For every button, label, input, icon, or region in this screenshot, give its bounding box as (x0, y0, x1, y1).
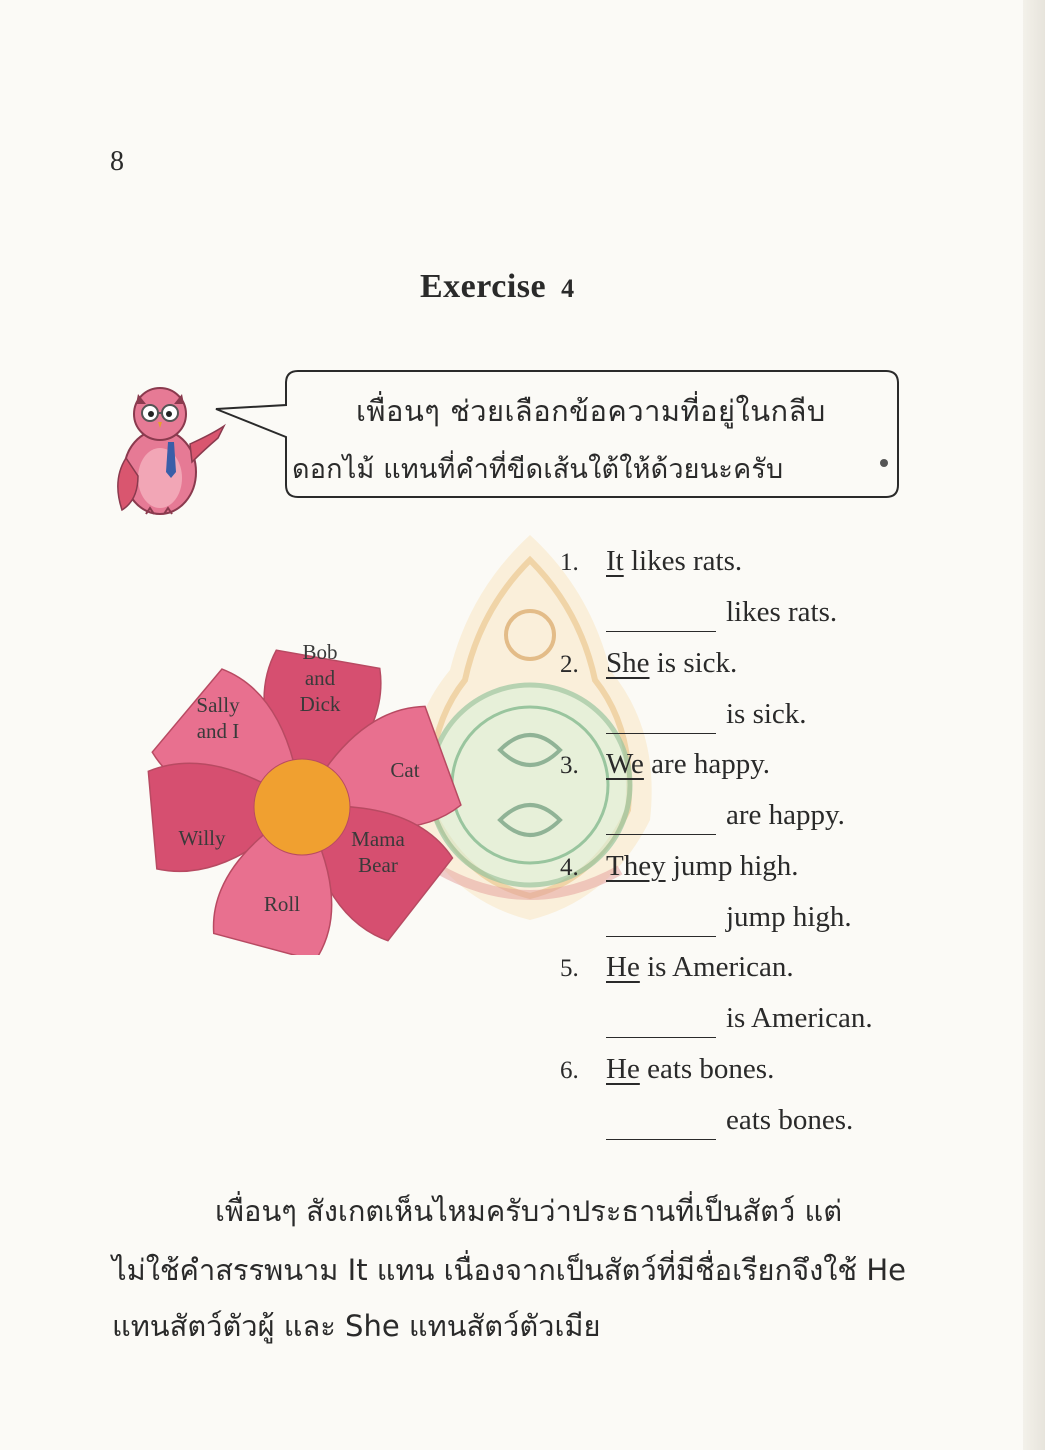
sentence-rest: are happy. (643, 748, 771, 780)
pronoun-flower (130, 635, 470, 955)
note-paragraph-line-2: ไม่ใช้คำสรรพนาม It แทน เนื่องจากเป็นสัตว์ที่มีชื่อเรียกจึงใช้ He (112, 1253, 906, 1287)
answer-sentence-rest: eats bones. (726, 1103, 854, 1136)
bubble-text-line-2: ดอกไม้ แทนที่คำที่ขีดเส้นใต้ให้ด้วยนะครับ (292, 454, 784, 485)
owl-illustration (108, 380, 228, 520)
answer-blank[interactable] (606, 1037, 716, 1038)
answer-blank[interactable] (606, 936, 716, 937)
page-number: 8 (110, 146, 124, 177)
underlined-pronoun: He (606, 1052, 640, 1085)
exercise-list (560, 545, 1000, 1154)
note-paragraph-line-1: เพื่อนๆ สังเกตเห็นไหมครับว่าประธานที่เป็นสัตว์ แต่ (215, 1194, 843, 1228)
petal-label: Cat (390, 758, 420, 782)
petal-label: Mama Bear (351, 827, 405, 877)
sentence-rest: is American. (639, 951, 794, 983)
exercise-sentence (606, 850, 799, 883)
sentence-rest: eats bones. (639, 1052, 775, 1085)
sentence-rest: jump high. (665, 849, 799, 882)
page-title (420, 268, 575, 306)
answer-blank[interactable] (606, 733, 716, 734)
exercise-number: 2. (560, 650, 579, 678)
exercise-number: 3. (560, 752, 579, 779)
exercise-item (560, 850, 1000, 952)
answer-blank[interactable] (606, 834, 716, 835)
page-edge-shadow (1023, 0, 1045, 1450)
answer-sentence-rest: is American. (726, 1002, 873, 1034)
petal-label: Willy (178, 826, 226, 850)
exercise-number: 1. (560, 549, 579, 576)
answer-sentence-rest: is sick. (726, 697, 807, 730)
petal-label: Sally and I (196, 693, 240, 743)
exercise-item (560, 545, 1000, 647)
answer-sentence-rest: likes rats. (726, 596, 838, 628)
answer-sentence-rest: jump high. (726, 900, 852, 933)
exercise-item (560, 1053, 1000, 1155)
exercise-item (560, 748, 1000, 850)
petal-label: Bob and Dick (299, 640, 341, 716)
title-text: Exercise (420, 268, 547, 305)
exercise-item (560, 647, 1000, 749)
note-paragraph-line-3: แทนสัตว์ตัวผู้ และ She แทนสัตว์ตัวเมีย (112, 1309, 601, 1343)
exercise-number: 4. (560, 853, 579, 881)
exercise-sentence (606, 545, 742, 578)
sentence-rest: is sick. (649, 646, 738, 679)
underlined-pronoun: He (606, 951, 640, 983)
title-number: 4 (561, 274, 575, 303)
flower-center (254, 759, 350, 855)
underlined-pronoun: She (606, 646, 650, 679)
exercise-item (560, 951, 1000, 1053)
exercise-sentence (606, 647, 737, 680)
petal-label: Roll (263, 892, 301, 916)
underlined-pronoun: They (606, 849, 666, 882)
exercise-sentence (606, 1053, 774, 1086)
exercise-sentence (606, 748, 770, 781)
sentence-rest: likes rats. (623, 545, 743, 577)
answer-blank[interactable] (606, 1139, 716, 1140)
underlined-pronoun: We (606, 748, 644, 780)
answer-sentence-rest: are happy. (726, 799, 845, 831)
exercise-number: 5. (560, 955, 579, 982)
exercise-sentence (606, 951, 794, 984)
bubble-text-line-1: เพื่อนๆ ช่วยเลือกข้อความที่อยู่ในกลีบ (356, 394, 826, 428)
underlined-pronoun: It (606, 545, 624, 577)
exercise-number: 6. (560, 1056, 579, 1084)
answer-blank[interactable] (606, 631, 716, 632)
